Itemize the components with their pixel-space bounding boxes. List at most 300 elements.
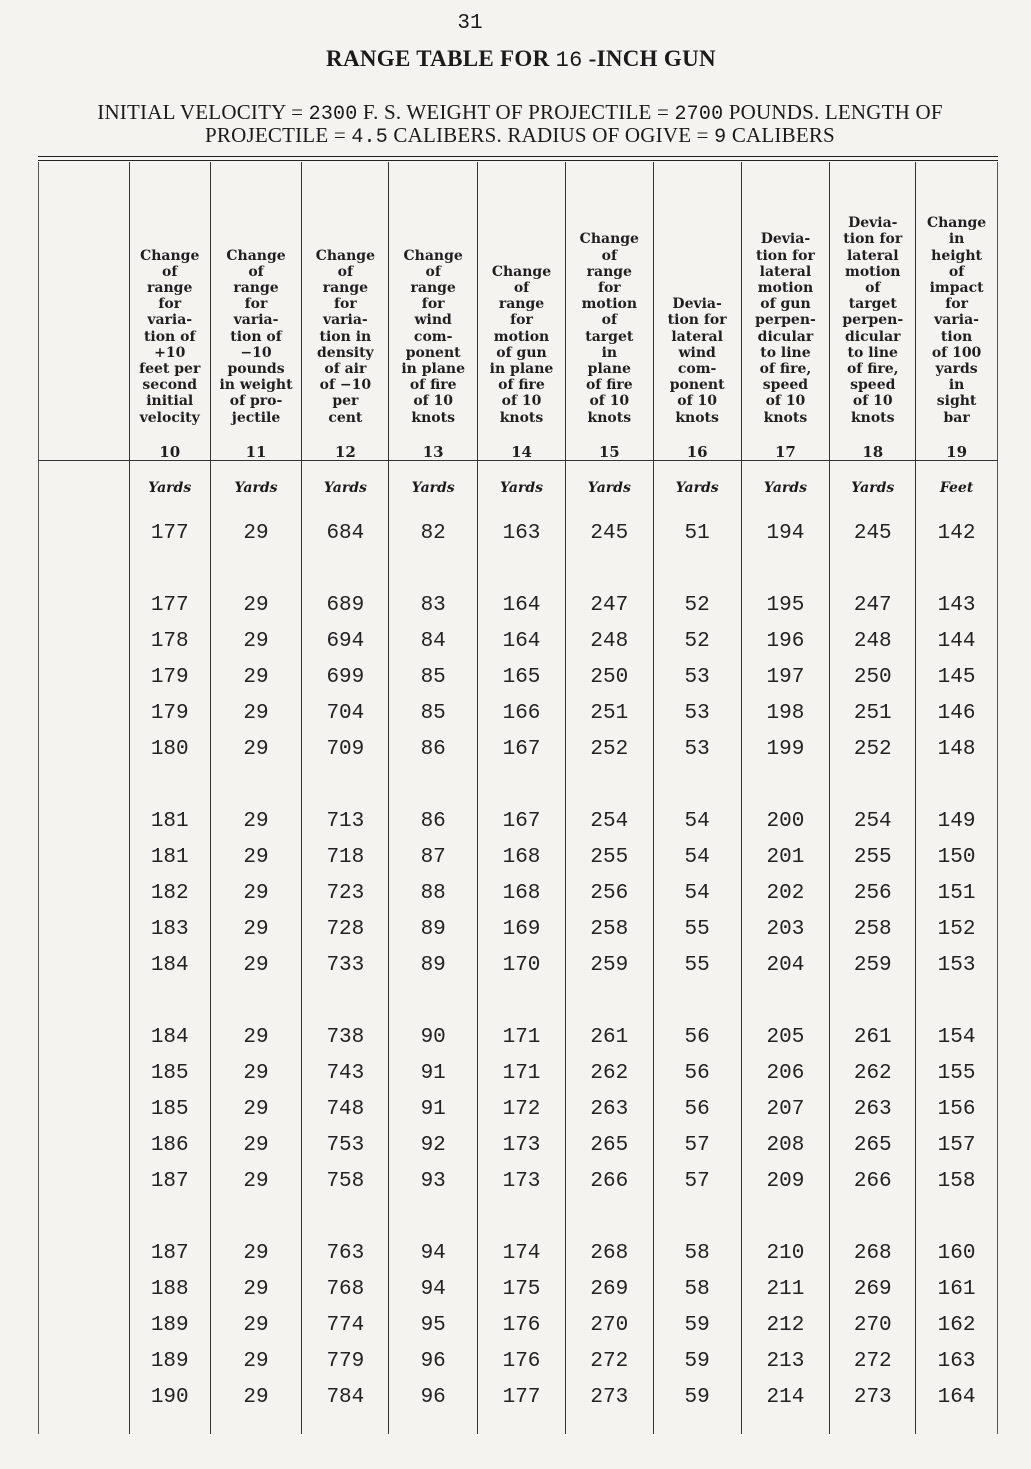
table-cell: 262 (830, 1055, 916, 1091)
table-cell: 270 (565, 1307, 653, 1343)
table-cell: 178 (129, 623, 210, 659)
table-cell: 261 (565, 1019, 653, 1055)
title-prefix: RANGE TABLE FOR (326, 46, 550, 71)
table-cell: 94 (389, 1235, 478, 1271)
table-cell: 29 (210, 1055, 302, 1091)
table-cell: 190 (129, 1379, 210, 1415)
table-row (39, 587, 998, 623)
blank-cell (39, 1307, 130, 1343)
table-cell: 91 (389, 1055, 478, 1091)
blank-cell (565, 983, 653, 1019)
table-cell: 87 (389, 839, 478, 875)
blank-cell (302, 767, 389, 803)
table-cell: 56 (653, 1019, 741, 1055)
unit-label: Yards (478, 461, 566, 516)
table-cell: 713 (302, 803, 389, 839)
column-number: 14 (511, 442, 532, 461)
blank-cell (129, 1415, 210, 1434)
table-cell: 29 (210, 947, 302, 983)
table-cell: 143 (916, 587, 998, 623)
table-cell: 149 (916, 803, 998, 839)
table-cell: 52 (653, 623, 741, 659)
table-cell: 180 (129, 731, 210, 767)
column-heading-text: Change of range for varia- tion of −10 pounds in weight of pro- jectile (219, 247, 293, 426)
table-cell: 145 (916, 659, 998, 695)
table-cell: 157 (916, 1127, 998, 1163)
table-cell: 199 (741, 731, 830, 767)
bottom-spacer (39, 1415, 998, 1434)
subtitle-text: CALIBERS. RADIUS OF OGIVE = (387, 123, 715, 147)
table-cell: 55 (653, 911, 741, 947)
table-cell: 29 (210, 1235, 302, 1271)
subtitle-line-2 (30, 123, 1010, 150)
blank-cell (210, 767, 302, 803)
unit-label: Feet (916, 461, 998, 516)
table-cell: 265 (565, 1127, 653, 1163)
table-row (39, 1379, 998, 1415)
blank-cell (129, 551, 210, 587)
table-cell: 184 (129, 947, 210, 983)
column-number: 15 (598, 442, 620, 461)
table-cell: 96 (389, 1343, 478, 1379)
table-cell: 85 (389, 659, 478, 695)
table-cell: 165 (478, 659, 566, 695)
table-cell: 58 (653, 1271, 741, 1307)
table-cell: 265 (830, 1127, 916, 1163)
table-cell: 268 (830, 1235, 916, 1271)
table-cell: 164 (478, 623, 566, 659)
table-cell: 269 (565, 1271, 653, 1307)
column-heading-text: Change of range for varia- tion in density of air of −10 per cent (315, 247, 375, 426)
blank-cell (210, 1415, 302, 1434)
table-cell: 272 (830, 1343, 916, 1379)
table-cell: 183 (129, 911, 210, 947)
blank-cell (478, 767, 566, 803)
table-cell: 255 (830, 839, 916, 875)
group-spacer (39, 767, 998, 803)
table-cell: 195 (741, 587, 830, 623)
table-cell: 753 (302, 1127, 389, 1163)
table-cell: 179 (129, 695, 210, 731)
table-cell: 171 (478, 1055, 566, 1091)
column-heading-text: Change in height of impact for varia- tion of 100 yards in sight bar (926, 215, 987, 426)
table-cell: 188 (129, 1271, 210, 1307)
column-heading-text: Change of range for motion of gun in plane of fire of 10 knots (489, 263, 554, 426)
column-header (830, 162, 916, 461)
table-cell: 733 (302, 947, 389, 983)
table-cell: 254 (830, 803, 916, 839)
table-cell: 173 (478, 1163, 566, 1199)
blank-cell (39, 1199, 130, 1235)
column-number: 12 (334, 442, 356, 461)
table-cell: 29 (210, 1343, 302, 1379)
blank-cell (389, 551, 478, 587)
column-heading-text: Change of range for varia- tion of +10 feet per second initial velocity (139, 247, 201, 426)
blank-cell (830, 1415, 916, 1434)
column-number: 19 (946, 442, 968, 461)
blank-cell (565, 767, 653, 803)
table-cell: 263 (830, 1091, 916, 1127)
table-cell: 250 (565, 659, 653, 695)
blank-cell (129, 767, 210, 803)
table-cell: 55 (653, 947, 741, 983)
blank-cell (478, 983, 566, 1019)
blank-cell (39, 623, 130, 659)
table-cell: 151 (916, 875, 998, 911)
column-header (565, 162, 653, 461)
top-rule (38, 156, 998, 157)
table-cell: 168 (478, 875, 566, 911)
table-cell: 96 (389, 1379, 478, 1415)
table-cell: 166 (478, 695, 566, 731)
column-header (302, 162, 389, 461)
blank-cell (565, 1415, 653, 1434)
table-cell: 185 (129, 1091, 210, 1127)
table-cell: 198 (741, 695, 830, 731)
table-cell: 258 (830, 911, 916, 947)
page-title (0, 46, 1031, 73)
blank-cell (39, 551, 130, 587)
table-cell: 89 (389, 947, 478, 983)
table-cell: 144 (916, 623, 998, 659)
table-cell: 196 (741, 623, 830, 659)
blank-cell (830, 551, 916, 587)
table-cell: 177 (129, 587, 210, 623)
table-cell: 29 (210, 1307, 302, 1343)
table-cell: 250 (830, 659, 916, 695)
table-cell: 53 (653, 695, 741, 731)
table-cell: 252 (830, 731, 916, 767)
table-cell: 194 (741, 515, 830, 551)
blank-cell (39, 1271, 130, 1307)
column-header (129, 162, 210, 461)
group-spacer (39, 983, 998, 1019)
table-cell: 91 (389, 1091, 478, 1127)
blank-cell (830, 983, 916, 1019)
table-cell: 723 (302, 875, 389, 911)
table-cell: 718 (302, 839, 389, 875)
table-cell: 259 (565, 947, 653, 983)
table-cell: 168 (478, 839, 566, 875)
table-cell: 684 (302, 515, 389, 551)
table-cell: 202 (741, 875, 830, 911)
table-cell: 152 (916, 911, 998, 947)
table-cell: 163 (478, 515, 566, 551)
table-cell: 29 (210, 911, 302, 947)
table-cell: 184 (129, 1019, 210, 1055)
table-cell: 704 (302, 695, 389, 731)
table-cell: 54 (653, 803, 741, 839)
table-cell: 185 (129, 1055, 210, 1091)
table-row (39, 731, 998, 767)
blank-cell (653, 767, 741, 803)
table-row (39, 623, 998, 659)
table-row (39, 947, 998, 983)
table-cell: 181 (129, 839, 210, 875)
subtitle-text: POUNDS. LENGTH OF (723, 100, 943, 124)
blank-cell (39, 1343, 130, 1379)
table-cell: 266 (830, 1163, 916, 1199)
table-cell: 146 (916, 695, 998, 731)
table-cell: 187 (129, 1163, 210, 1199)
table-cell: 29 (210, 587, 302, 623)
table-cell: 164 (916, 1379, 998, 1415)
blank-cell (210, 983, 302, 1019)
table-cell: 52 (653, 587, 741, 623)
blank-cell (129, 983, 210, 1019)
column-number: 16 (686, 442, 708, 461)
subtitle-text: F. S. WEIGHT OF PROJECTILE = (357, 100, 675, 124)
table-cell: 207 (741, 1091, 830, 1127)
table-cell: 57 (653, 1163, 741, 1199)
table-cell: 83 (389, 587, 478, 623)
column-heading-text: Devia- tion for lateral motion of target perpen- dicular to line of fire, speed of 10 knots (842, 215, 904, 426)
table-cell: 59 (653, 1307, 741, 1343)
table-row (39, 839, 998, 875)
blank-cell (565, 551, 653, 587)
table-cell: 208 (741, 1127, 830, 1163)
blank-column-header (39, 162, 130, 461)
table-cell: 728 (302, 911, 389, 947)
table-cell: 256 (830, 875, 916, 911)
table-cell: 203 (741, 911, 830, 947)
table-cell: 56 (653, 1055, 741, 1091)
table-cell: 258 (565, 911, 653, 947)
blank-cell (478, 1199, 566, 1235)
table-cell: 273 (565, 1379, 653, 1415)
column-header (741, 162, 830, 461)
table-cell: 247 (565, 587, 653, 623)
table-cell: 51 (653, 515, 741, 551)
table-cell: 252 (565, 731, 653, 767)
column-number: 13 (422, 442, 444, 461)
unit-label: Yards (653, 461, 741, 516)
table-cell: 176 (478, 1307, 566, 1343)
table-row (39, 659, 998, 695)
table-cell: 155 (916, 1055, 998, 1091)
blank-cell (129, 1199, 210, 1235)
blank-cell (39, 875, 130, 911)
table-cell: 29 (210, 1163, 302, 1199)
table-cell: 29 (210, 659, 302, 695)
table-cell: 273 (830, 1379, 916, 1415)
table-cell: 173 (478, 1127, 566, 1163)
unit-label: Yards (129, 461, 210, 516)
blank-cell (39, 1415, 130, 1434)
blank-cell (210, 1199, 302, 1235)
table-cell: 29 (210, 1379, 302, 1415)
table-row (39, 1055, 998, 1091)
table-cell: 269 (830, 1271, 916, 1307)
table-cell: 245 (830, 515, 916, 551)
blank-cell (39, 947, 130, 983)
table-cell: 214 (741, 1379, 830, 1415)
table-cell: 29 (210, 875, 302, 911)
length-value: 4.5 (351, 126, 388, 149)
unit-label: Yards (210, 461, 302, 516)
table-cell: 263 (565, 1091, 653, 1127)
table-cell: 189 (129, 1343, 210, 1379)
blank-cell (39, 911, 130, 947)
table-cell: 709 (302, 731, 389, 767)
table-cell: 167 (478, 731, 566, 767)
table-cell: 57 (653, 1127, 741, 1163)
table-cell: 259 (830, 947, 916, 983)
blank-cell (741, 983, 830, 1019)
range-table (38, 162, 998, 1434)
table-cell: 175 (478, 1271, 566, 1307)
top-rule (38, 160, 998, 161)
table-cell: 247 (830, 587, 916, 623)
table-row (39, 1127, 998, 1163)
table-cell: 763 (302, 1235, 389, 1271)
table-cell: 251 (565, 695, 653, 731)
table-row (39, 1343, 998, 1379)
table-row (39, 1271, 998, 1307)
table-cell: 256 (565, 875, 653, 911)
column-number: 17 (775, 442, 796, 461)
blank-cell (478, 551, 566, 587)
blank-cell (39, 839, 130, 875)
blank-cell (653, 551, 741, 587)
table-cell: 200 (741, 803, 830, 839)
table-cell: 84 (389, 623, 478, 659)
table-row (39, 1235, 998, 1271)
table-row (39, 1019, 998, 1055)
table-cell: 142 (916, 515, 998, 551)
blank-cell (39, 587, 130, 623)
title-suffix: -INCH GUN (588, 46, 716, 71)
table-cell: 92 (389, 1127, 478, 1163)
blank-cell (653, 1415, 741, 1434)
table-cell: 29 (210, 1091, 302, 1127)
blank-cell (210, 551, 302, 587)
unit-label: Yards (302, 461, 389, 516)
column-header (389, 162, 478, 461)
table-cell: 206 (741, 1055, 830, 1091)
table-cell: 154 (916, 1019, 998, 1055)
table-cell: 245 (565, 515, 653, 551)
blank-cell (302, 551, 389, 587)
table-cell: 29 (210, 839, 302, 875)
column-number: 11 (245, 442, 267, 461)
table-cell: 266 (565, 1163, 653, 1199)
table-cell: 89 (389, 911, 478, 947)
column-header (916, 162, 998, 461)
table-row (39, 911, 998, 947)
table-cell: 201 (741, 839, 830, 875)
table-cell: 82 (389, 515, 478, 551)
column-heading-text: Change of range for wind com- ponent in plane of fire of 10 knots (401, 247, 465, 426)
table-cell: 262 (565, 1055, 653, 1091)
blank-cell (741, 1415, 830, 1434)
blank-cell (39, 1163, 130, 1199)
table-cell: 177 (129, 515, 210, 551)
table-cell: 54 (653, 839, 741, 875)
unit-row (39, 461, 998, 516)
table-cell: 187 (129, 1235, 210, 1271)
subtitle-text: PROJECTILE = (205, 123, 352, 147)
blank-cell (39, 1379, 130, 1415)
table-cell: 170 (478, 947, 566, 983)
blank-cell (741, 551, 830, 587)
table-cell: 93 (389, 1163, 478, 1199)
page-number: 31 (457, 12, 483, 35)
title-caliber: 16 (555, 48, 583, 73)
table-cell: 86 (389, 803, 478, 839)
table-cell: 248 (565, 623, 653, 659)
table-cell: 29 (210, 1127, 302, 1163)
table-cell: 209 (741, 1163, 830, 1199)
unit-label: Yards (830, 461, 916, 516)
blank-cell (478, 1415, 566, 1434)
blank-cell (653, 1199, 741, 1235)
column-header (210, 162, 302, 461)
ogive-value: 9 (714, 126, 727, 149)
table-cell: 53 (653, 731, 741, 767)
blank-cell (39, 1127, 130, 1163)
blank-cell (916, 551, 998, 587)
column-heading-text: Devia- tion for lateral wind com- ponent of 10 knots (667, 296, 727, 426)
blank-cell (389, 983, 478, 1019)
unit-label: Yards (389, 461, 478, 516)
column-header (478, 162, 566, 461)
table-cell: 255 (565, 839, 653, 875)
table-cell: 29 (210, 1271, 302, 1307)
column-header (653, 162, 741, 461)
table-cell: 197 (741, 659, 830, 695)
column-heading-text: Change of range for motion of target in plane of fire of 10 knots (579, 231, 639, 426)
table-cell: 174 (478, 1235, 566, 1271)
table-body (39, 461, 998, 1435)
blank-cell (39, 515, 130, 551)
table-cell: 205 (741, 1019, 830, 1055)
table-cell: 182 (129, 875, 210, 911)
table-row (39, 875, 998, 911)
table-cell: 186 (129, 1127, 210, 1163)
table-cell: 270 (830, 1307, 916, 1343)
table-cell: 156 (916, 1091, 998, 1127)
blank-cell (39, 1055, 130, 1091)
table-cell: 172 (478, 1091, 566, 1127)
table-cell: 212 (741, 1307, 830, 1343)
table-cell: 88 (389, 875, 478, 911)
table-cell: 161 (916, 1271, 998, 1307)
table-row (39, 1307, 998, 1343)
blank-cell (916, 767, 998, 803)
table-cell: 162 (916, 1307, 998, 1343)
table-cell: 689 (302, 587, 389, 623)
table-cell: 95 (389, 1307, 478, 1343)
table-cell: 177 (478, 1379, 566, 1415)
blank-cell (39, 659, 130, 695)
table-cell: 268 (565, 1235, 653, 1271)
unit-label: Yards (741, 461, 830, 516)
table-cell: 210 (741, 1235, 830, 1271)
column-heading-text: Devia- tion for lateral motion of gun perpen- dicular to line of fire, speed of 10 knots (755, 231, 816, 426)
table-cell: 748 (302, 1091, 389, 1127)
column-number: 10 (159, 442, 181, 461)
table-cell: 743 (302, 1055, 389, 1091)
table-cell: 176 (478, 1343, 566, 1379)
table-cell: 29 (210, 803, 302, 839)
table-cell: 150 (916, 839, 998, 875)
table-cell: 160 (916, 1235, 998, 1271)
table-cell: 694 (302, 623, 389, 659)
group-spacer (39, 1199, 998, 1235)
table-cell: 59 (653, 1343, 741, 1379)
blank-cell (389, 1415, 478, 1434)
